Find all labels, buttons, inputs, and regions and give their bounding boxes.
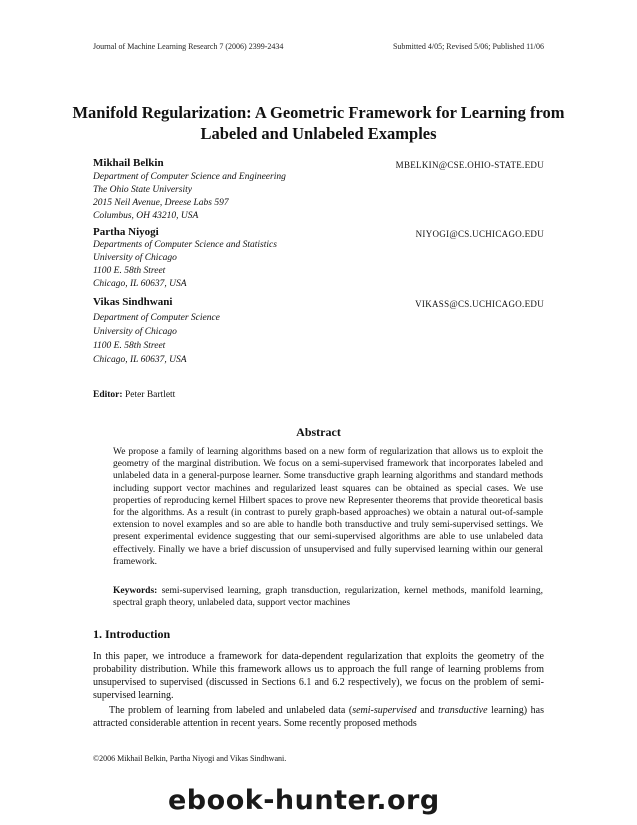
affiliation-line: Chicago, IL 60637, USA xyxy=(93,355,187,365)
author-affiliation xyxy=(93,171,286,223)
abstract-heading: Abstract xyxy=(296,425,341,439)
intro-emphasis: transductive xyxy=(438,705,488,716)
editor-line xyxy=(93,390,175,400)
editor-name: Peter Bartlett xyxy=(124,390,176,400)
section-heading-introduction: 1. Introduction xyxy=(93,627,171,641)
author-name: Vikas Sindhwani xyxy=(93,296,173,308)
affiliation-line: Departments of Computer Science and Statistics xyxy=(93,240,277,250)
copyright-footer: ©2006 Mikhail Belkin, Partha Niyogi and Vikas Sindhwani. xyxy=(93,754,287,763)
affiliation-line: University of Chicago xyxy=(93,327,177,337)
running-header-dates: Submitted 4/05; Revised 5/06; Published 11/06 xyxy=(392,42,544,51)
intro-paragraph: In this paper, we introduce a framework for data-dependent regularization that exploits the geometry of the probability distribution. While this framework allows us to approach the full range of learning problems from unsupervised to supervised (discussed in Sections 6.1 and 6.2 respectively), we focus on the problem of semi-supervised learning. xyxy=(93,651,544,701)
affiliation-line: Columbus, OH 43210, USA xyxy=(93,211,199,221)
paper-title-line2: Labeled and Unlabeled Examples xyxy=(200,124,437,143)
keywords-text: semi-supervised learning, graph transduction, regularization, kernel methods, manifold learning, spectral graph theory, unlabeled data, support vector machines xyxy=(113,586,543,608)
affiliation-line: 2015 Neil Avenue, Dreese Labs 597 xyxy=(93,198,229,208)
author-affiliation xyxy=(93,311,220,367)
author-email: MBELKIN@CSE.OHIO-STATE.EDU xyxy=(395,160,544,170)
affiliation-line: University of Chicago xyxy=(93,253,177,263)
affiliation-line: 1100 E. 58th Street xyxy=(93,266,166,276)
author-name: Partha Niyogi xyxy=(93,226,159,238)
affiliation-line: Department of Computer Science and Engineering xyxy=(93,172,286,182)
intro-paragraph xyxy=(93,704,544,730)
intro-text: learning) has attracted considerable attention in recent years. Some recently proposed methods xyxy=(93,705,544,729)
editor-label: Editor: xyxy=(93,390,123,400)
author-email: VIKASS@CS.UCHICAGO.EDU xyxy=(415,299,544,309)
intro-emphasis: semi-supervised xyxy=(352,705,417,716)
author-affiliation xyxy=(93,239,277,291)
watermark: ebook-hunter.org xyxy=(168,785,440,816)
intro-text: The problem of learning from labeled and unlabeled data ( xyxy=(109,705,353,716)
abstract-text: We propose a family of learning algorithms based on a new form of regularization that allows us to exploit the geometry of the marginal distribution. We focus on a semi-supervised framework that incorporates labeled and unlabeled data in a general-purpose learner. Some transductive graph learning algorithms and standard methods including support vector machines and regularized least squares can be obtained as special cases. We use properties of reproducing kernel Hilbert spaces to prove new Representer theorems that provide theoretical basis for the algorithms. As a result (in contrast to purely graph-based approaches) we obtain a natural out-of-sample extension to novel examples and so are able to handle both transductive and truly semi-supervised settings. We present experimental evidence suggesting that our semi-supervised algorithms are able to use unlabeled data effectively. Finally we have a brief discussion of unsupervised and fully supervised learning within our general framework. xyxy=(113,447,543,567)
introduction-body xyxy=(93,650,544,732)
affiliation-line: 1100 E. 58th Street xyxy=(93,341,166,351)
running-header-journal: Journal of Machine Learning Research 7 (2006) 2399-2434 xyxy=(93,42,284,51)
author-name: Mikhail Belkin xyxy=(93,157,164,169)
author-email: NIYOGI@CS.UCHICAGO.EDU xyxy=(415,229,544,239)
affiliation-line: The Ohio State University xyxy=(93,185,192,195)
intro-text: and xyxy=(416,705,439,716)
paper-title-line1: Manifold Regularization: A Geometric Framework for Learning from xyxy=(72,103,565,122)
keywords xyxy=(113,585,543,609)
affiliation-line: Department of Computer Science xyxy=(93,313,220,323)
affiliation-line: Chicago, IL 60637, USA xyxy=(93,279,187,289)
keywords-label: Keywords: xyxy=(113,586,158,596)
paper-title xyxy=(60,102,577,144)
